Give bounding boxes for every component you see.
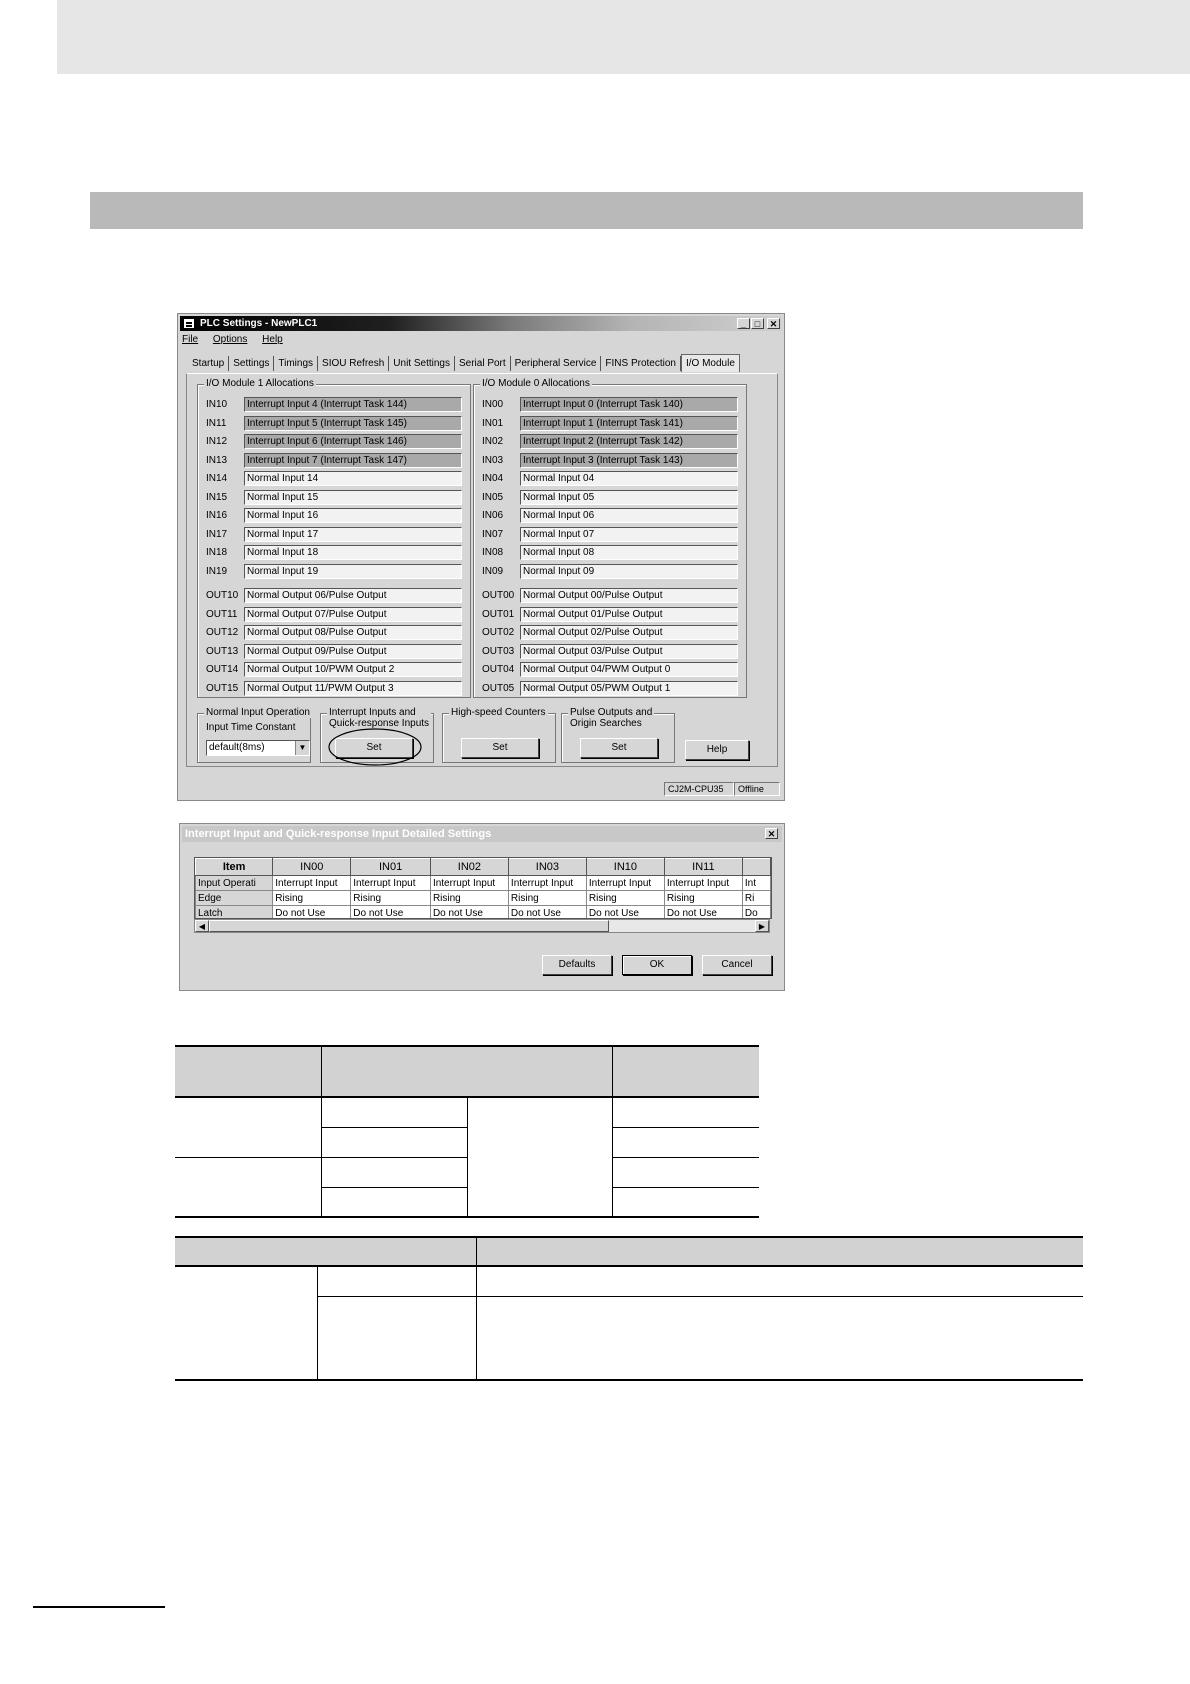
- input-row: [482, 545, 746, 561]
- pulse-outputs-group: [561, 707, 675, 763]
- table-1-col-line: [321, 1045, 322, 1217]
- input-row: [482, 416, 746, 432]
- io-label: IN16: [206, 510, 228, 521]
- grid-cell[interactable]: Rising: [351, 891, 431, 906]
- io-allocation-field[interactable]: Interrupt Input 5 (Interrupt Task 145): [244, 416, 462, 431]
- io-module-0-group: [473, 378, 747, 698]
- minimize-button[interactable]: _: [737, 318, 750, 329]
- io-allocation-field[interactable]: Interrupt Input 7 (Interrupt Task 147): [244, 453, 462, 468]
- table-1-col-line: [467, 1097, 468, 1217]
- table-1-row-line: [612, 1157, 759, 1158]
- table-2-row-line: [317, 1296, 1083, 1297]
- input-time-constant-label: Input Time Constant: [206, 722, 296, 733]
- input-row: [482, 564, 746, 580]
- defaults-button[interactable]: Defaults: [542, 955, 612, 975]
- io-allocation-field[interactable]: Interrupt Input 1 (Interrupt Task 141): [520, 416, 738, 431]
- io-label: OUT10: [206, 590, 239, 601]
- table-1-row-line: [612, 1187, 759, 1188]
- table-2-col-line: [476, 1236, 477, 1380]
- grid-cell[interactable]: Interrupt Input: [430, 876, 508, 891]
- io-label: OUT01: [482, 608, 515, 620]
- tab-startup[interactable]: Startup: [188, 356, 229, 371]
- grid-cell[interactable]: Rising: [430, 891, 508, 906]
- grid-cell[interactable]: Do not Use: [664, 906, 742, 920]
- tab-settings[interactable]: Settings: [229, 356, 274, 371]
- menu-options[interactable]: Options: [212, 334, 248, 345]
- table-1-top-rule: [175, 1045, 759, 1047]
- grid-cell[interactable]: Interrupt Input: [586, 876, 664, 891]
- input-row: [206, 471, 470, 487]
- settings-grid: [194, 857, 772, 919]
- table-1-bottom-rule: [175, 1216, 759, 1218]
- tab-timings[interactable]: Timings: [274, 356, 318, 371]
- tab-strip: [188, 356, 740, 372]
- high-speed-counters-title: High-speed Counters: [451, 707, 546, 718]
- io-label: IN05: [482, 491, 504, 503]
- io-allocation-field[interactable]: Normal Output 06/Pulse Output: [244, 588, 462, 603]
- normal-input-operation-group: [197, 707, 311, 763]
- dialog-title: Interrupt Input and Quick-response Input Detailed Settings: [185, 828, 492, 840]
- menu-help[interactable]: Help: [262, 334, 283, 345]
- grid-cell[interactable]: Do not Use: [508, 906, 586, 920]
- output-row: [482, 681, 746, 697]
- io-label: IN11: [206, 417, 227, 429]
- help-button[interactable]: Help: [685, 740, 749, 760]
- table-2-header-rule: [175, 1265, 1083, 1267]
- pulse-outputs-title: [568, 707, 654, 729]
- dialog-close-button[interactable]: ✕: [765, 828, 778, 839]
- grid-cell[interactable]: Do not Use: [430, 906, 508, 920]
- grid-cell[interactable]: Do not Use: [586, 906, 664, 920]
- table-1-col-line: [612, 1045, 613, 1217]
- interrupt-inputs-title: [327, 707, 431, 729]
- dropdown-arrow-icon[interactable]: ▼: [295, 741, 309, 755]
- interrupt-inputs-title-line1: Interrupt Inputs and: [329, 707, 416, 718]
- io-allocation-field[interactable]: Normal Input 15: [244, 490, 462, 505]
- input-row: [482, 434, 746, 450]
- scroll-right-icon[interactable]: ▶: [755, 920, 769, 932]
- interrupt-inputs-group: [320, 707, 434, 763]
- io-allocation-field[interactable]: Normal Input 08: [520, 545, 738, 560]
- io-label: OUT05: [482, 682, 515, 694]
- menu-file[interactable]: File: [182, 334, 199, 345]
- grid-cell[interactable]: Int: [742, 876, 770, 891]
- highlight-circle-annotation: [327, 727, 423, 767]
- io-label: OUT15: [206, 682, 239, 694]
- io-allocation-field[interactable]: Normal Output 04/PWM Output 0: [520, 662, 738, 677]
- io-allocation-field[interactable]: Normal Input 19: [244, 564, 462, 579]
- grid-cell[interactable]: Interrupt Input: [664, 876, 742, 891]
- io-module-0-title: I/O Module 0 Allocations: [482, 378, 590, 389]
- input-row: [206, 508, 470, 524]
- io-label: IN00: [482, 399, 504, 410]
- grid-row: [196, 906, 771, 920]
- io-label: IN01: [482, 417, 504, 429]
- io-label: OUT00: [482, 590, 515, 601]
- input-row: [482, 471, 746, 487]
- io-allocation-field[interactable]: Normal Output 07/Pulse Output: [244, 607, 462, 622]
- tab-peripheral-service[interactable]: Peripheral Service: [511, 356, 602, 371]
- tab-io-module[interactable]: I/O Module: [681, 354, 740, 372]
- table-1-row-line: [612, 1127, 759, 1128]
- input-row: [206, 490, 470, 506]
- status-mode: Offline: [734, 782, 780, 796]
- io-allocation-field[interactable]: Normal Input 17: [244, 527, 462, 542]
- title-bar: [180, 316, 782, 331]
- io-label: IN14: [206, 473, 228, 484]
- maximize-button[interactable]: □: [751, 318, 764, 329]
- io-module-1-title: I/O Module 1 Allocations: [206, 378, 314, 389]
- input-row: [206, 564, 470, 580]
- high-speed-counters-group: [442, 707, 556, 763]
- input-time-constant-select[interactable]: [206, 740, 310, 756]
- input-row: [206, 434, 470, 450]
- io-label: IN12: [206, 436, 228, 447]
- table-2-top-rule: [175, 1236, 1083, 1238]
- io-allocation-field[interactable]: Normal Input 05: [520, 490, 738, 505]
- grid-cell[interactable]: Interrupt Input: [508, 876, 586, 891]
- output-row: [482, 625, 746, 641]
- table-2-col-line: [317, 1267, 318, 1380]
- settings-table: [195, 858, 771, 919]
- interrupt-detail-dialog: [179, 823, 785, 991]
- grid-column-header: IN03: [508, 859, 586, 876]
- input-row: [206, 545, 470, 561]
- grid-cell[interactable]: Interrupt Input: [273, 876, 351, 891]
- output-row: [482, 662, 746, 678]
- window-title: PLC Settings - NewPLC1: [200, 318, 318, 329]
- input-row: [206, 527, 470, 543]
- plc-settings-window: [177, 313, 785, 801]
- output-row: [206, 607, 470, 623]
- grid-header-row: [196, 859, 771, 876]
- io-label: OUT03: [482, 645, 515, 657]
- table-1-header: [175, 1045, 759, 1097]
- io-label: IN04: [482, 473, 504, 484]
- dialog-title-bar: [182, 826, 782, 842]
- grid-column-header: IN10: [586, 859, 664, 876]
- grid-cell[interactable]: Ri: [742, 891, 770, 906]
- io-allocation-field[interactable]: Interrupt Input 6 (Interrupt Task 146): [244, 434, 462, 449]
- io-label: OUT13: [206, 645, 239, 657]
- io-allocation-field[interactable]: Interrupt Input 4 (Interrupt Task 144): [244, 397, 462, 412]
- high-speed-counters-set-button[interactable]: Set: [461, 738, 539, 758]
- output-row: [206, 625, 470, 641]
- grid-cell[interactable]: Do not Use: [351, 906, 431, 920]
- io-label: IN09: [482, 565, 504, 577]
- io-label: IN13: [206, 454, 228, 466]
- io-allocation-field[interactable]: Normal Input 14: [244, 471, 462, 486]
- interrupt-inputs-title-line2: Quick-response Inputs: [329, 718, 430, 729]
- scroll-left-icon[interactable]: ◀: [195, 920, 209, 932]
- io-label: IN03: [482, 454, 504, 466]
- status-model: CJ2M-CPU35: [664, 782, 734, 796]
- io-label: IN08: [482, 547, 504, 558]
- io-allocation-field[interactable]: Interrupt Input 3 (Interrupt Task 143): [520, 453, 738, 468]
- io-allocation-field[interactable]: Normal Output 09/Pulse Output: [244, 644, 462, 659]
- grid-cell[interactable]: Rising: [664, 891, 742, 906]
- output-row: [482, 607, 746, 623]
- menu-bar: [182, 334, 295, 348]
- grid-item-cell: Input Operati: [196, 876, 273, 891]
- normal-input-operation-title: Normal Input Operation: [206, 707, 310, 718]
- grid-column-header: Item: [196, 859, 273, 876]
- io-label: IN17: [206, 528, 228, 540]
- io-allocation-field[interactable]: Interrupt Input 2 (Interrupt Task 142): [520, 434, 738, 449]
- input-time-constant-value: default(8ms): [209, 742, 265, 753]
- pulse-outputs-title-line2: Origin Searches: [570, 718, 642, 729]
- input-row: [482, 490, 746, 506]
- output-row: [206, 662, 470, 678]
- grid-column-header: IN01: [351, 859, 431, 876]
- io-label: OUT02: [482, 627, 515, 638]
- io-allocation-field[interactable]: Normal Input 16: [244, 508, 462, 523]
- cancel-button[interactable]: Cancel: [702, 955, 772, 975]
- grid-item-cell: Edge: [196, 891, 273, 906]
- io-label: IN06: [482, 510, 504, 521]
- grid-cell[interactable]: Do not Use: [273, 906, 351, 920]
- output-row: [206, 644, 470, 660]
- output-row: [482, 644, 746, 660]
- io-allocation-field[interactable]: Normal Output 00/Pulse Output: [520, 588, 738, 603]
- table-2-bottom-rule: [175, 1379, 1083, 1381]
- io-label: OUT12: [206, 627, 239, 638]
- io-label: IN18: [206, 547, 228, 558]
- grid-row: [196, 891, 771, 906]
- io-allocation-field[interactable]: Normal Output 10/PWM Output 2: [244, 662, 462, 677]
- input-row: [482, 453, 746, 469]
- io-allocation-field[interactable]: Normal Output 08/Pulse Output: [244, 625, 462, 640]
- io-module-tab-panel: [186, 373, 778, 767]
- close-button[interactable]: ✕: [767, 318, 780, 329]
- grid-cell[interactable]: Rising: [273, 891, 351, 906]
- input-row: [482, 397, 746, 413]
- io-allocation-field[interactable]: Normal Output 01/Pulse Output: [520, 607, 738, 622]
- app-icon: [183, 318, 195, 329]
- io-label: OUT11: [206, 608, 238, 620]
- pulse-outputs-title-line1: Pulse Outputs and: [570, 707, 653, 718]
- io-allocation-field[interactable]: Normal Output 05/PWM Output 1: [520, 681, 738, 696]
- io-label: OUT04: [482, 664, 515, 675]
- grid-item-cell: Latch: [196, 906, 273, 920]
- tab-unit-settings[interactable]: Unit Settings: [389, 356, 455, 371]
- grid-column-header: [742, 859, 770, 876]
- io-allocation-field[interactable]: Normal Output 03/Pulse Output: [520, 644, 738, 659]
- output-row: [482, 588, 746, 604]
- input-row: [482, 508, 746, 524]
- section-title-bar: [90, 192, 1083, 229]
- grid-cell[interactable]: Rising: [508, 891, 586, 906]
- io-allocation-field[interactable]: Interrupt Input 0 (Interrupt Task 140): [520, 397, 738, 412]
- table-1-row-line: [321, 1127, 467, 1128]
- table-2-header: [175, 1236, 1083, 1266]
- io-allocation-field[interactable]: Normal Input 18: [244, 545, 462, 560]
- io-label: IN15: [206, 491, 228, 503]
- output-row: [206, 588, 470, 604]
- io-label: IN02: [482, 436, 504, 447]
- io-label: IN10: [206, 399, 228, 410]
- io-label: OUT14: [206, 664, 239, 675]
- io-allocation-field[interactable]: Normal Output 02/Pulse Output: [520, 625, 738, 640]
- input-row: [206, 397, 470, 413]
- io-allocation-field[interactable]: Normal Input 04: [520, 471, 738, 486]
- footer-rule: [33, 1606, 165, 1608]
- io-label: IN07: [482, 528, 504, 540]
- input-row: [206, 416, 470, 432]
- grid-column-header: IN11: [664, 859, 742, 876]
- grid-row: [196, 876, 771, 891]
- scroll-thumb[interactable]: [209, 920, 609, 932]
- input-row: [206, 453, 470, 469]
- grid-column-header: IN00: [273, 859, 351, 876]
- io-module-1-group: [197, 378, 471, 698]
- io-allocation-field[interactable]: Normal Input 07: [520, 527, 738, 542]
- grid-cell[interactable]: Interrupt Input: [351, 876, 431, 891]
- output-row: [206, 681, 470, 697]
- io-allocation-field[interactable]: Normal Input 06: [520, 508, 738, 523]
- pulse-outputs-set-button[interactable]: Set: [580, 738, 658, 758]
- interrupt-inputs-set-button[interactable]: Set: [335, 738, 413, 758]
- tab-fins-protection[interactable]: FINS Protection: [601, 356, 681, 371]
- table-1-row-line: [321, 1187, 467, 1188]
- grid-cell[interactable]: Do: [742, 906, 770, 920]
- grid-column-header: IN02: [430, 859, 508, 876]
- input-row: [482, 527, 746, 543]
- io-allocation-field[interactable]: Normal Input 09: [520, 564, 738, 579]
- page-header-band: [57, 0, 1190, 74]
- grid-cell[interactable]: Rising: [586, 891, 664, 906]
- tab-siou-refresh[interactable]: SIOU Refresh: [318, 356, 389, 371]
- io-label: IN19: [206, 565, 228, 577]
- horizontal-scrollbar[interactable]: [194, 919, 770, 933]
- io-allocation-field[interactable]: Normal Output 11/PWM Output 3: [244, 681, 462, 696]
- table-1-row-line: [175, 1157, 467, 1158]
- ok-button[interactable]: OK: [622, 955, 692, 975]
- tab-serial-port[interactable]: Serial Port: [455, 356, 511, 371]
